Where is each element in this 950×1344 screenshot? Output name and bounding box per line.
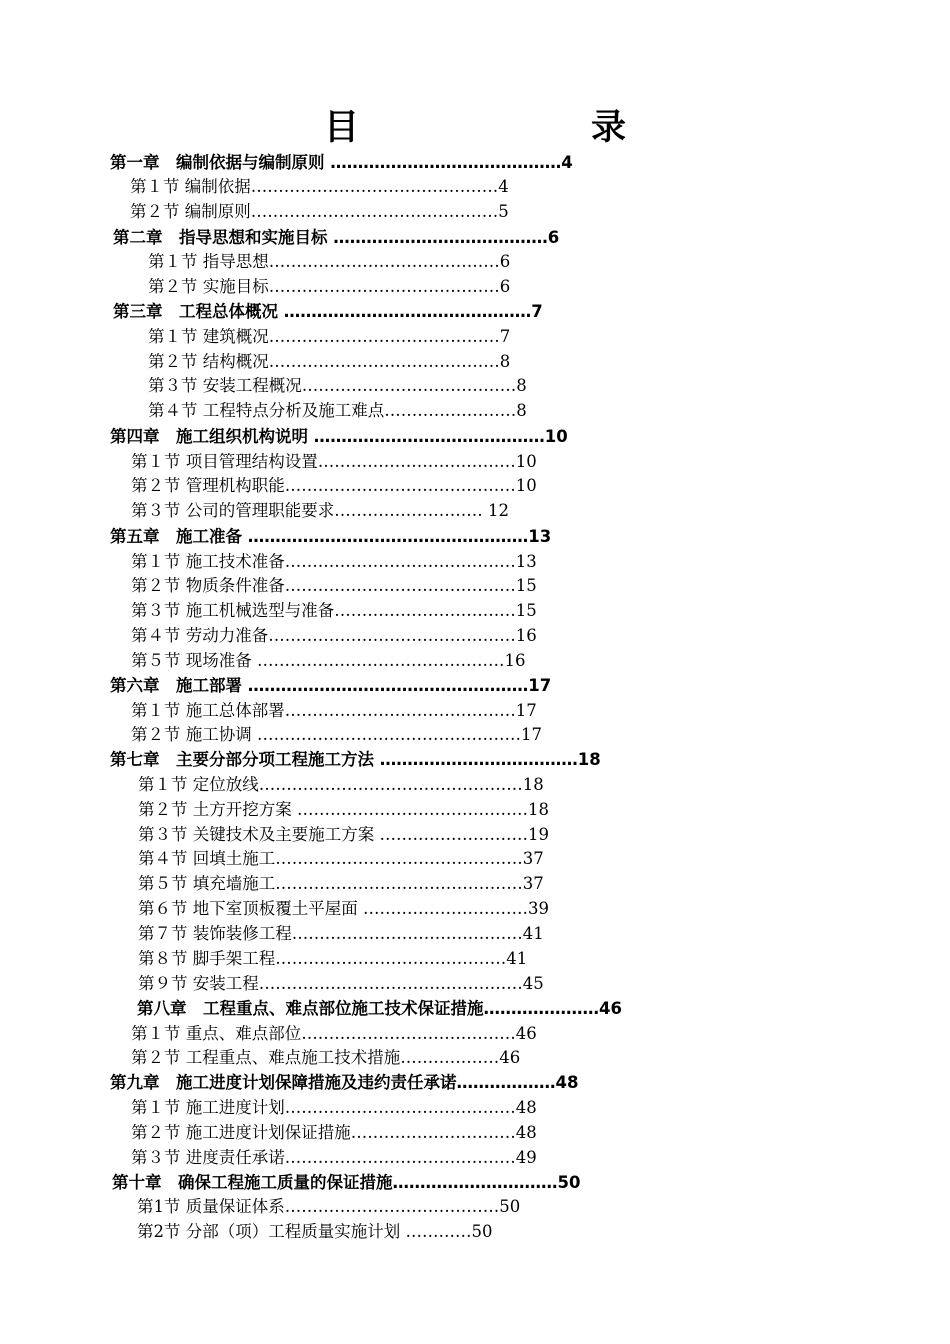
toc-section[interactable]: 第２节 土方开挖方案 ……………………………………18	[138, 800, 549, 819]
toc-section[interactable]: 第３节 安装工程概况…………………………………8	[148, 376, 527, 395]
toc-section[interactable]: 第１节 建筑概况……………………………………7	[148, 327, 511, 346]
toc-section[interactable]: 第３节 进度责任承诺……………………………………49	[131, 1148, 537, 1167]
toc-chapter[interactable]: 第九章 施工进度计划保障措施及违约责任承诺………………48	[110, 1073, 579, 1092]
toc-chapter[interactable]: 第八章 工程重点、难点部位施工技术保证措施…………………46	[137, 999, 622, 1018]
toc-section[interactable]: 第２节 施工进度计划保证措施…………………………48	[131, 1123, 537, 1142]
toc-section[interactable]: 第１节 重点、难点部位…………………………………46	[131, 1024, 537, 1043]
toc-section[interactable]: 第2节 分部（项）工程质量实施计划 …………50	[137, 1222, 493, 1241]
toc-section[interactable]: 第２节 编制原则………………………………………5	[130, 202, 509, 221]
toc-section[interactable]: 第２节 结构概况……………………………………8	[148, 352, 511, 371]
toc-section[interactable]: 第３节 施工机械选型与准备……………………………15	[131, 601, 537, 620]
toc-section[interactable]: 第1节 质量保证体系…………………………………50	[137, 1197, 521, 1216]
toc-section[interactable]: 第２节 管理机构职能……………………………………10	[131, 476, 537, 495]
toc-section[interactable]: 第５节 填充墙施工………………………………………37	[138, 874, 544, 893]
toc-section[interactable]: 第１节 项目管理结构设置………………………………10	[131, 452, 537, 471]
toc-section[interactable]: 第７节 装饰装修工程……………………………………41	[138, 924, 544, 943]
toc-chapter[interactable]: 第三章 工程总体概况 ………………………………………7	[113, 302, 543, 321]
toc-section[interactable]: 第４节 工程特点分析及施工难点……………………8	[148, 401, 527, 420]
toc-section[interactable]: 第１节 施工进度计划……………………………………48	[131, 1098, 537, 1117]
toc-section[interactable]: 第９节 安装工程…………………………………………45	[138, 974, 544, 993]
toc-section[interactable]: 第３节 关键技术及主要施工方案 ………………………19	[138, 825, 549, 844]
toc-section[interactable]: 第２节 施工协调 …………………………………………17	[131, 725, 542, 744]
toc-chapter[interactable]: 第五章 施工准备 ……………………………………………13	[110, 527, 552, 546]
toc-chapter[interactable]: 第四章 施工组织机构说明 ……………………………………10	[110, 427, 568, 446]
toc-section[interactable]: 第２节 工程重点、难点施工技术措施………………46	[131, 1048, 521, 1067]
toc-chapter[interactable]: 第六章 施工部署 ……………………………………………17	[110, 676, 552, 695]
toc-chapter[interactable]: 第一章 编制依据与编制原则 ……………………………………4	[110, 153, 573, 172]
toc-section[interactable]: 第３节 公司的管理职能要求……………………… 12	[131, 501, 509, 520]
toc-section[interactable]: 第１节 施工技术准备……………………………………13	[131, 552, 537, 571]
toc-section[interactable]: 第１节 定位放线…………………………………………18	[138, 775, 544, 794]
toc-section[interactable]: 第２节 实施目标……………………………………6	[148, 277, 511, 296]
toc-section[interactable]: 第１节 编制依据………………………………………4	[130, 177, 509, 196]
toc-section[interactable]: 第４节 回填土施工………………………………………37	[138, 849, 544, 868]
toc-section[interactable]: 第４节 劳动力准备………………………………………16	[131, 626, 537, 645]
toc-title: 目 录	[323, 107, 680, 148]
toc-chapter[interactable]: 第七章 主要分部分项工程施工方法 ………………………………18	[110, 750, 601, 769]
toc-section[interactable]: 第６节 地下室顶板覆土平屋面 …………………………39	[138, 899, 549, 918]
toc-section[interactable]: 第２节 物质条件准备……………………………………15	[131, 576, 537, 595]
toc-section[interactable]: 第８节 脚手架工程……………………………………41	[138, 949, 528, 968]
toc-section[interactable]: 第５节 现场准备 ………………………………………16	[131, 651, 526, 670]
toc-section[interactable]: 第１节 指导思想……………………………………6	[148, 252, 511, 271]
toc-chapter[interactable]: 第二章 指导思想和实施目标 …………………………………6	[113, 228, 560, 247]
toc-chapter[interactable]: 第十章 确保工程施工质量的保证措施…………………………50	[112, 1173, 581, 1192]
toc-section[interactable]: 第１节 施工总体部署……………………………………17	[131, 701, 537, 720]
